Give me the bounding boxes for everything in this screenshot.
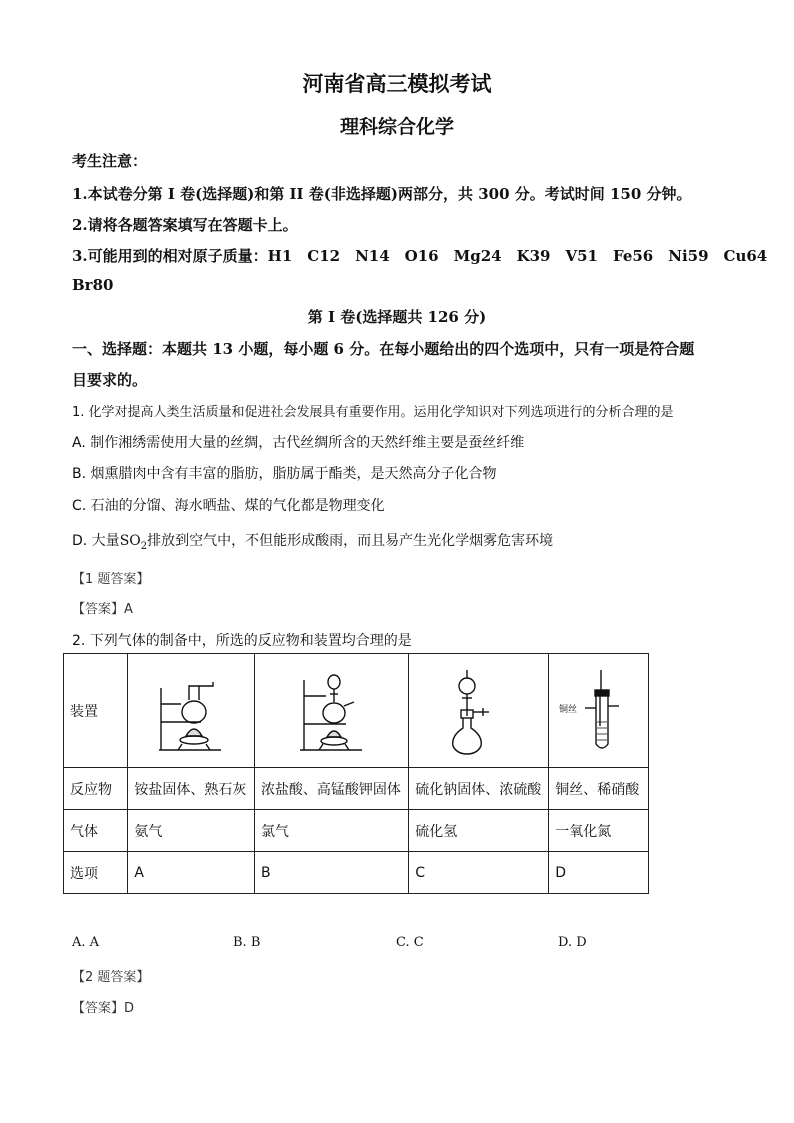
notice-item: 2.请将各题答案填写在答题卡上。: [72, 216, 298, 234]
q1-option-c: C. 石油的分馏、海水晒盐、煤的气化都是物理变化: [72, 498, 385, 514]
gas-b: 氯气: [254, 810, 408, 852]
apparatus-a-icon: [151, 666, 231, 756]
table-row: [64, 852, 649, 894]
option-c: C: [409, 852, 549, 894]
q1-option-d-suffix: 排放到空气中，不但能形成酸雨，而且易产生光化学烟雾危害环境: [147, 533, 554, 549]
apparatus-d-cell: [549, 654, 649, 768]
apparatus-d-icon: [559, 666, 639, 756]
gas-c: 硫化氢: [409, 810, 549, 852]
option-b: B: [254, 852, 408, 894]
reactant-d: 铜丝、稀硝酸: [549, 768, 649, 810]
q2-answer: 【答案】D: [72, 1001, 135, 1016]
apparatus-c-cell: [409, 654, 549, 768]
gas-d: 一氧化氮: [549, 810, 649, 852]
apparatus-a-cell: [128, 654, 255, 768]
q2-stem: 2. 下列气体的制备中，所选的反应物和装置均合理的是: [72, 633, 412, 649]
table-row: [64, 654, 649, 768]
copper-wire-label: 铜丝: [558, 704, 577, 715]
q2-choice-c: C. C: [396, 935, 424, 950]
notice-item: Br80: [72, 276, 114, 294]
so2-formula: $SO_2$: [119, 533, 148, 552]
gas-a: 氨气: [128, 810, 255, 852]
page-title: 河南省高三模拟考试: [302, 71, 492, 96]
apparatus-table: [63, 653, 649, 894]
q1-option-d-prefix: D. 大量: [72, 533, 120, 549]
option-a: A: [128, 852, 255, 894]
section-intro: 目要求的。: [72, 371, 148, 389]
apparatus-b-cell: [254, 654, 408, 768]
q2-choice-a: A. A: [72, 935, 100, 950]
q2-choice-d: D. D: [558, 935, 587, 950]
row-label-option: 选项: [64, 852, 128, 894]
section-title: 第 I 卷(选择题共 126 分): [307, 308, 487, 326]
notice-item: 3.可能用到的相对原子质量：H1 C12 N14 O16 Mg24 K39 V51 Fe56 Ni59 Cu64: [72, 247, 768, 265]
notice-heading: 考生注意：: [72, 152, 148, 170]
option-d: D: [549, 852, 649, 894]
q1-option-d: [72, 530, 553, 552]
q1-answer: 【答案】A: [72, 602, 133, 617]
apparatus-c-icon: [439, 666, 519, 756]
q1-option-b: B. 烟熏腊肉中含有丰富的脂肪，脂肪属于酯类，是天然高分子化合物: [72, 466, 497, 482]
q2-choice-b: B. B: [233, 935, 261, 950]
q2-answer-header: 【2 题答案】: [72, 970, 150, 985]
apparatus-b-icon: [292, 666, 372, 756]
row-label-reactant: 反应物: [64, 768, 128, 810]
notice-item: 1.本试卷分第 I 卷(选择题)和第 II 卷(非选择题)两部分，共 300 分。考试时间 150 分钟。: [72, 185, 692, 203]
row-label-apparatus: 装置: [64, 654, 128, 768]
table-row: [64, 768, 649, 810]
reactant-b: 浓盐酸、高锰酸钾固体: [254, 768, 408, 810]
row-label-gas: 气体: [64, 810, 128, 852]
reactant-a: 铵盐固体、熟石灰: [128, 768, 255, 810]
reactant-c: 硫化钠固体、浓硫酸: [409, 768, 549, 810]
q1-option-a: A. 制作湘绣需使用大量的丝绸，古代丝绸所含的天然纤维主要是蚕丝纤维: [72, 435, 525, 451]
section-intro: 一、选择题：本题共 13 小题，每小题 6 分。在每小题给出的四个选项中，只有一项是符合题: [72, 340, 695, 358]
q1-answer-header: 【1 题答案】: [72, 572, 150, 587]
table-row: [64, 810, 649, 852]
q1-stem: 1. 化学对提高人类生活质量和促进社会发展具有重要作用。运用化学知识对下列选项进行的分析合理的是: [72, 405, 674, 420]
page-subtitle: 理科综合化学: [339, 116, 454, 138]
